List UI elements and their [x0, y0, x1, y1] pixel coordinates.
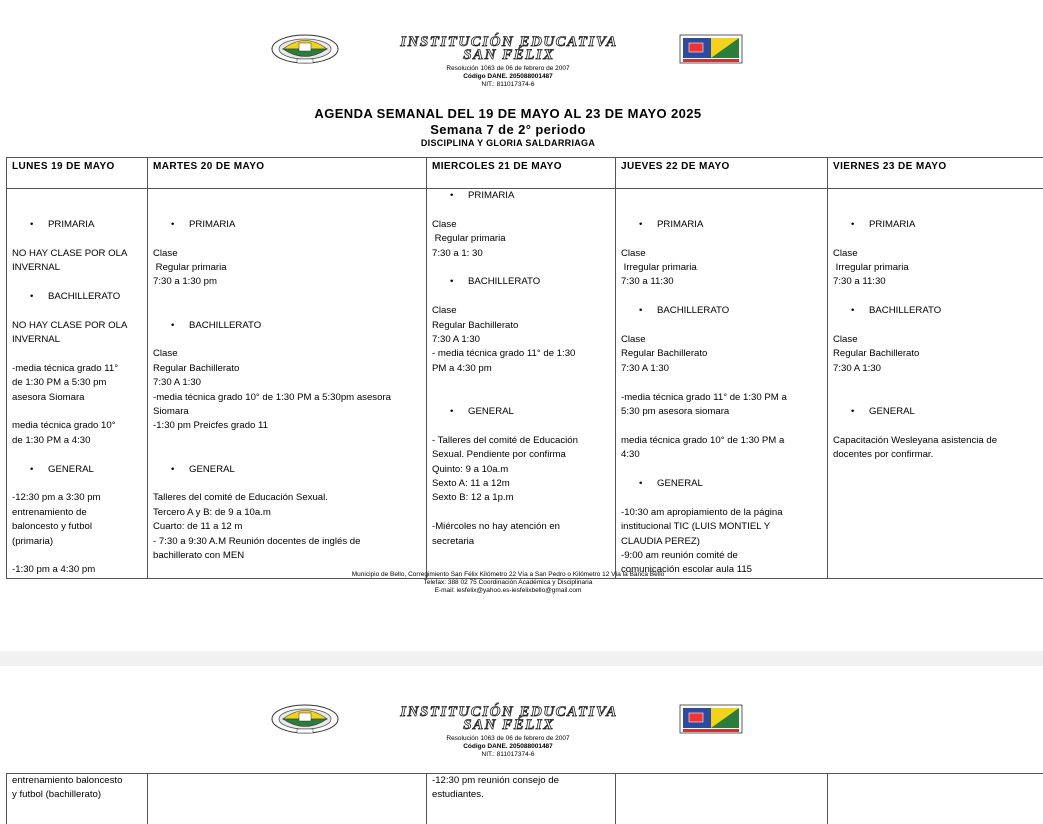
- agenda-line: bachillerato con MEN: [153, 550, 245, 562]
- section-bullet: • PRIMARIA: [432, 189, 610, 203]
- agenda-line: comunicación escolar aula 115: [621, 564, 753, 576]
- agenda-line: Irregular primaria: [833, 261, 909, 273]
- school-shield-logo-left: [271, 704, 339, 734]
- agenda-line: -9:00 am reunión comité de: [621, 550, 738, 562]
- day-cell-thursday: [616, 774, 828, 824]
- dane-code-text: Código DANE. 205088001487: [463, 743, 553, 750]
- agenda-title: AGENDA SEMANAL DEL 19 DE MAYO AL 23 DE MAYO 2025: [314, 106, 702, 121]
- document-page-2: [0, 666, 1043, 824]
- section-bullet: • GENERAL: [432, 405, 610, 419]
- agenda-line: institucional TIC (LUIS MONTIEL Y: [621, 521, 771, 533]
- agenda-line: Clase: [153, 247, 178, 259]
- section-bullet: • BACHILLERATO: [153, 319, 421, 333]
- agenda-line: [432, 203, 610, 217]
- agenda-line: [621, 189, 822, 203]
- agenda-line: Tercero A y B: de 9 a 10a.m: [153, 506, 271, 518]
- agenda-line: [12, 203, 142, 217]
- agenda-line: Sexual. Pendiente por confirma: [432, 449, 566, 461]
- day-cell-thursday: [616, 189, 828, 579]
- day-cell-tuesday: [148, 774, 427, 824]
- agenda-line: [833, 419, 1038, 433]
- agenda-line: [432, 261, 610, 275]
- agenda-line: 7:30 A 1:30: [833, 362, 882, 374]
- agenda-line: -media técnica grado 11° de 1:30 PM a: [621, 391, 787, 403]
- agenda-line: asesora Siomara: [12, 391, 85, 403]
- agenda-line: Quinto: 9 a 10a.m: [432, 463, 509, 475]
- day-header-monday: LUNES 19 DE MAYO: [7, 158, 148, 189]
- agenda-line: - 7:30 a 9:30 A.M Reunión docentes de inglés de: [153, 535, 361, 547]
- agenda-line: - Talleres del comité de Educación: [432, 434, 578, 446]
- agenda-line: [621, 203, 822, 217]
- agenda-line: [12, 549, 142, 563]
- agenda-line: [153, 290, 421, 304]
- agenda-line: Clase: [432, 305, 457, 317]
- agenda-line: Regular Bachillerato: [432, 319, 519, 331]
- agenda-line: [621, 319, 822, 333]
- section-bullet: • GENERAL: [153, 463, 421, 477]
- agenda-line: -12:30 pm a 3:30 pm: [12, 492, 101, 504]
- agenda-line: [833, 319, 1038, 333]
- agenda-line: Clase: [833, 333, 858, 345]
- agenda-line: [12, 347, 142, 361]
- agenda-line: Irregular primaria: [621, 261, 697, 273]
- agenda-line: -12:30 pm reunión consejo de: [432, 775, 559, 786]
- agenda-line: de 1:30 PM a 5:30 pm: [12, 377, 107, 389]
- weekly-agenda-table: [6, 157, 1043, 579]
- agenda-line: [432, 391, 610, 405]
- day-cell-wednesday: [427, 774, 616, 824]
- day-cell-monday: [7, 189, 148, 579]
- day-cell-wednesday: [427, 189, 616, 579]
- agenda-line: [153, 189, 421, 203]
- agenda-line: [621, 376, 822, 390]
- day-header-wednesday: MIERCOLES 21 DE MAYO: [427, 158, 616, 189]
- agenda-line: PM a 4:30 pm: [432, 362, 492, 374]
- table-row: [7, 189, 1043, 579]
- footer-phone: Telefax: 388 02 75 Coordinación Académica y Disciplinaria: [423, 579, 593, 586]
- day-header-thursday: JUEVES 22 DE MAYO: [616, 158, 828, 189]
- agenda-line: docentes por confirmar.: [833, 449, 934, 461]
- agenda-line: 5:30 pm asesora siomara: [621, 406, 730, 417]
- agenda-line: [153, 203, 421, 217]
- day-header-friday: VIERNES 23 DE MAYO: [828, 158, 1043, 189]
- day-cell-friday: [828, 774, 1043, 824]
- agenda-line: secretaria: [432, 535, 475, 547]
- agenda-line: [12, 275, 142, 289]
- agenda-line: [621, 419, 822, 433]
- agenda-line: [432, 290, 610, 304]
- agenda-line: Clase: [621, 333, 646, 345]
- agenda-line: Regular primaria: [432, 233, 506, 245]
- weekly-agenda-table-continued: [6, 773, 1043, 824]
- agenda-line: [621, 232, 822, 246]
- agenda-line: [833, 203, 1038, 217]
- nit-text: NIT.: 811017374-6: [481, 751, 535, 758]
- agenda-line: [153, 232, 421, 246]
- resolution-text: Resolución 1063 de 06 de febrero de 2007: [446, 735, 570, 742]
- footer-email: E-mail: iesfelix@yahoo.es-iesfelixbello@gmail.com: [434, 587, 582, 594]
- agenda-line: y futbol (bachillerato): [12, 789, 102, 801]
- agenda-line: 7:30 A 1:30: [153, 377, 202, 389]
- week-subtitle: Semana 7 de 2° periodo: [430, 122, 586, 137]
- section-bullet: • PRIMARIA: [621, 218, 822, 232]
- agenda-line: [12, 304, 142, 318]
- agenda-line: - media técnica grado 11° de 1:30: [432, 348, 576, 360]
- agenda-line: estudiantes.: [432, 789, 484, 801]
- agenda-line: [432, 419, 610, 433]
- agenda-line: INVERNAL: [12, 333, 60, 345]
- agenda-line: Clase: [621, 247, 646, 259]
- day-header-tuesday: MARTES 20 DE MAYO: [148, 158, 427, 189]
- institution-name: INSTITUCIÓN EDUCATIVA SAN FÉLIX: [400, 704, 618, 733]
- agenda-line: (primaria): [12, 535, 54, 547]
- agenda-line: Sexto A: 11 a 12m: [432, 478, 510, 490]
- agenda-line: [833, 290, 1038, 304]
- discipline-subtitle: DISCIPLINA Y GLORIA SALDARRIAGA: [420, 138, 596, 148]
- agenda-line: -media técnica grado 10° de 1:30 PM a 5:30pm asesora: [153, 391, 391, 403]
- agenda-line: Talleres del comité de Educación Sexual.: [153, 492, 328, 504]
- agenda-line: entrenamiento de: [12, 506, 87, 518]
- section-bullet: • PRIMARIA: [833, 218, 1038, 232]
- section-bullet: • BACHILLERATO: [432, 275, 610, 289]
- agenda-line: Regular Bachillerato: [833, 348, 920, 360]
- agenda-line: Sexto B: 12 a 1p.m: [432, 492, 514, 504]
- agenda-line: Capacitación Wesleyana asistencia de: [833, 434, 998, 446]
- agenda-line: [621, 491, 822, 505]
- agenda-line: [621, 290, 822, 304]
- agenda-line: Regular Bachillerato: [153, 362, 240, 374]
- dane-code-text: Código DANE. 205088001487: [463, 73, 553, 80]
- agenda-line: 7:30 a 11:30: [833, 276, 886, 288]
- agenda-line: 4:30: [621, 449, 640, 461]
- agenda-line: -10:30 am apropiamiento de la página: [621, 506, 783, 518]
- agenda-line: [833, 232, 1038, 246]
- agenda-line: de 1:30 PM a 4:30: [12, 434, 91, 446]
- agenda-line: -media técnica grado 11°: [12, 362, 119, 374]
- agenda-line: [432, 506, 610, 520]
- school-shield-logo-left: [271, 34, 339, 64]
- agenda-line: Clase: [833, 247, 858, 259]
- agenda-line: Regular Bachillerato: [621, 348, 708, 360]
- footer-address: Municipio de Bello, Corregimiento San Félix Kilómetro 22 Vía a San Pedro o Kilómetro 12 Vía la Banca Bello: [351, 571, 665, 578]
- section-bullet: • GENERAL: [833, 405, 1038, 419]
- agenda-line: [621, 463, 822, 477]
- agenda-line: 7:30 a 11:30: [621, 276, 674, 288]
- agenda-line: [153, 333, 421, 347]
- agenda-line: [12, 477, 142, 491]
- agenda-title-block: [0, 106, 1016, 149]
- agenda-line: Clase: [153, 348, 178, 360]
- day-cell-friday: [828, 189, 1043, 579]
- section-bullet: • BACHILLERATO: [833, 304, 1038, 318]
- agenda-line: [12, 448, 142, 462]
- day-cell-monday: [7, 774, 148, 824]
- table-header-row: [7, 158, 1043, 189]
- section-bullet: • GENERAL: [12, 463, 142, 477]
- table-row: [7, 774, 1043, 824]
- agenda-line: Clase: [432, 218, 457, 230]
- agenda-line: [833, 189, 1038, 203]
- agenda-line: INVERNAL: [12, 261, 60, 273]
- agenda-line: Cuarto: de 11 a 12 m: [153, 521, 243, 533]
- section-bullet: • GENERAL: [621, 477, 822, 491]
- agenda-line: baloncesto y futbol: [12, 521, 93, 533]
- nit-text: NIT.: 811017374-6: [481, 81, 535, 88]
- agenda-line: media técnica grado 10°: [12, 420, 116, 432]
- agenda-line: [12, 405, 142, 419]
- agenda-line: [153, 477, 421, 491]
- section-bullet: • BACHILLERATO: [621, 304, 822, 318]
- agenda-line: -1:30 pm Preicfes grado 11: [153, 420, 269, 432]
- agenda-line: [153, 304, 421, 318]
- agenda-line: 7:30 a 1:30 pm: [153, 276, 218, 288]
- school-crest-logo-right: [679, 704, 743, 734]
- agenda-line: Regular primaria: [153, 261, 227, 273]
- section-bullet: • PRIMARIA: [153, 218, 421, 232]
- agenda-line: entrenamiento baloncesto: [12, 775, 123, 786]
- day-cell-tuesday: [148, 189, 427, 579]
- agenda-line: CLAUDIA PEREZ): [621, 535, 700, 547]
- agenda-line: [153, 448, 421, 462]
- agenda-line: -1:30 pm a 4:30 pm: [12, 564, 96, 576]
- page-footer: [0, 571, 1016, 595]
- agenda-line: [12, 189, 142, 203]
- agenda-line: [153, 434, 421, 448]
- agenda-line: [833, 391, 1038, 405]
- agenda-line: media técnica grado 10° de 1:30 PM a: [621, 434, 785, 446]
- agenda-line: 7:30 A 1:30: [621, 362, 670, 374]
- resolution-text: Resolución 1063 de 06 de febrero de 2007: [446, 65, 570, 72]
- agenda-line: Siomara: [153, 406, 189, 417]
- agenda-line: NO HAY CLASE POR OLA: [12, 319, 128, 331]
- agenda-line: NO HAY CLASE POR OLA: [12, 247, 128, 259]
- agenda-line: -Miércoles no hay atención en: [432, 521, 560, 533]
- section-bullet: • BACHILLERATO: [12, 290, 142, 304]
- agenda-line: [432, 376, 610, 390]
- agenda-line: [12, 232, 142, 246]
- school-crest-logo-right: [679, 34, 743, 64]
- agenda-line: [833, 376, 1038, 390]
- institution-name: INSTITUCIÓN EDUCATIVA SAN FÉLIX: [400, 34, 618, 63]
- section-bullet: • PRIMARIA: [12, 218, 142, 232]
- agenda-line: 7:30 A 1:30: [432, 334, 481, 346]
- agenda-line: 7:30 a 1: 30: [432, 247, 483, 259]
